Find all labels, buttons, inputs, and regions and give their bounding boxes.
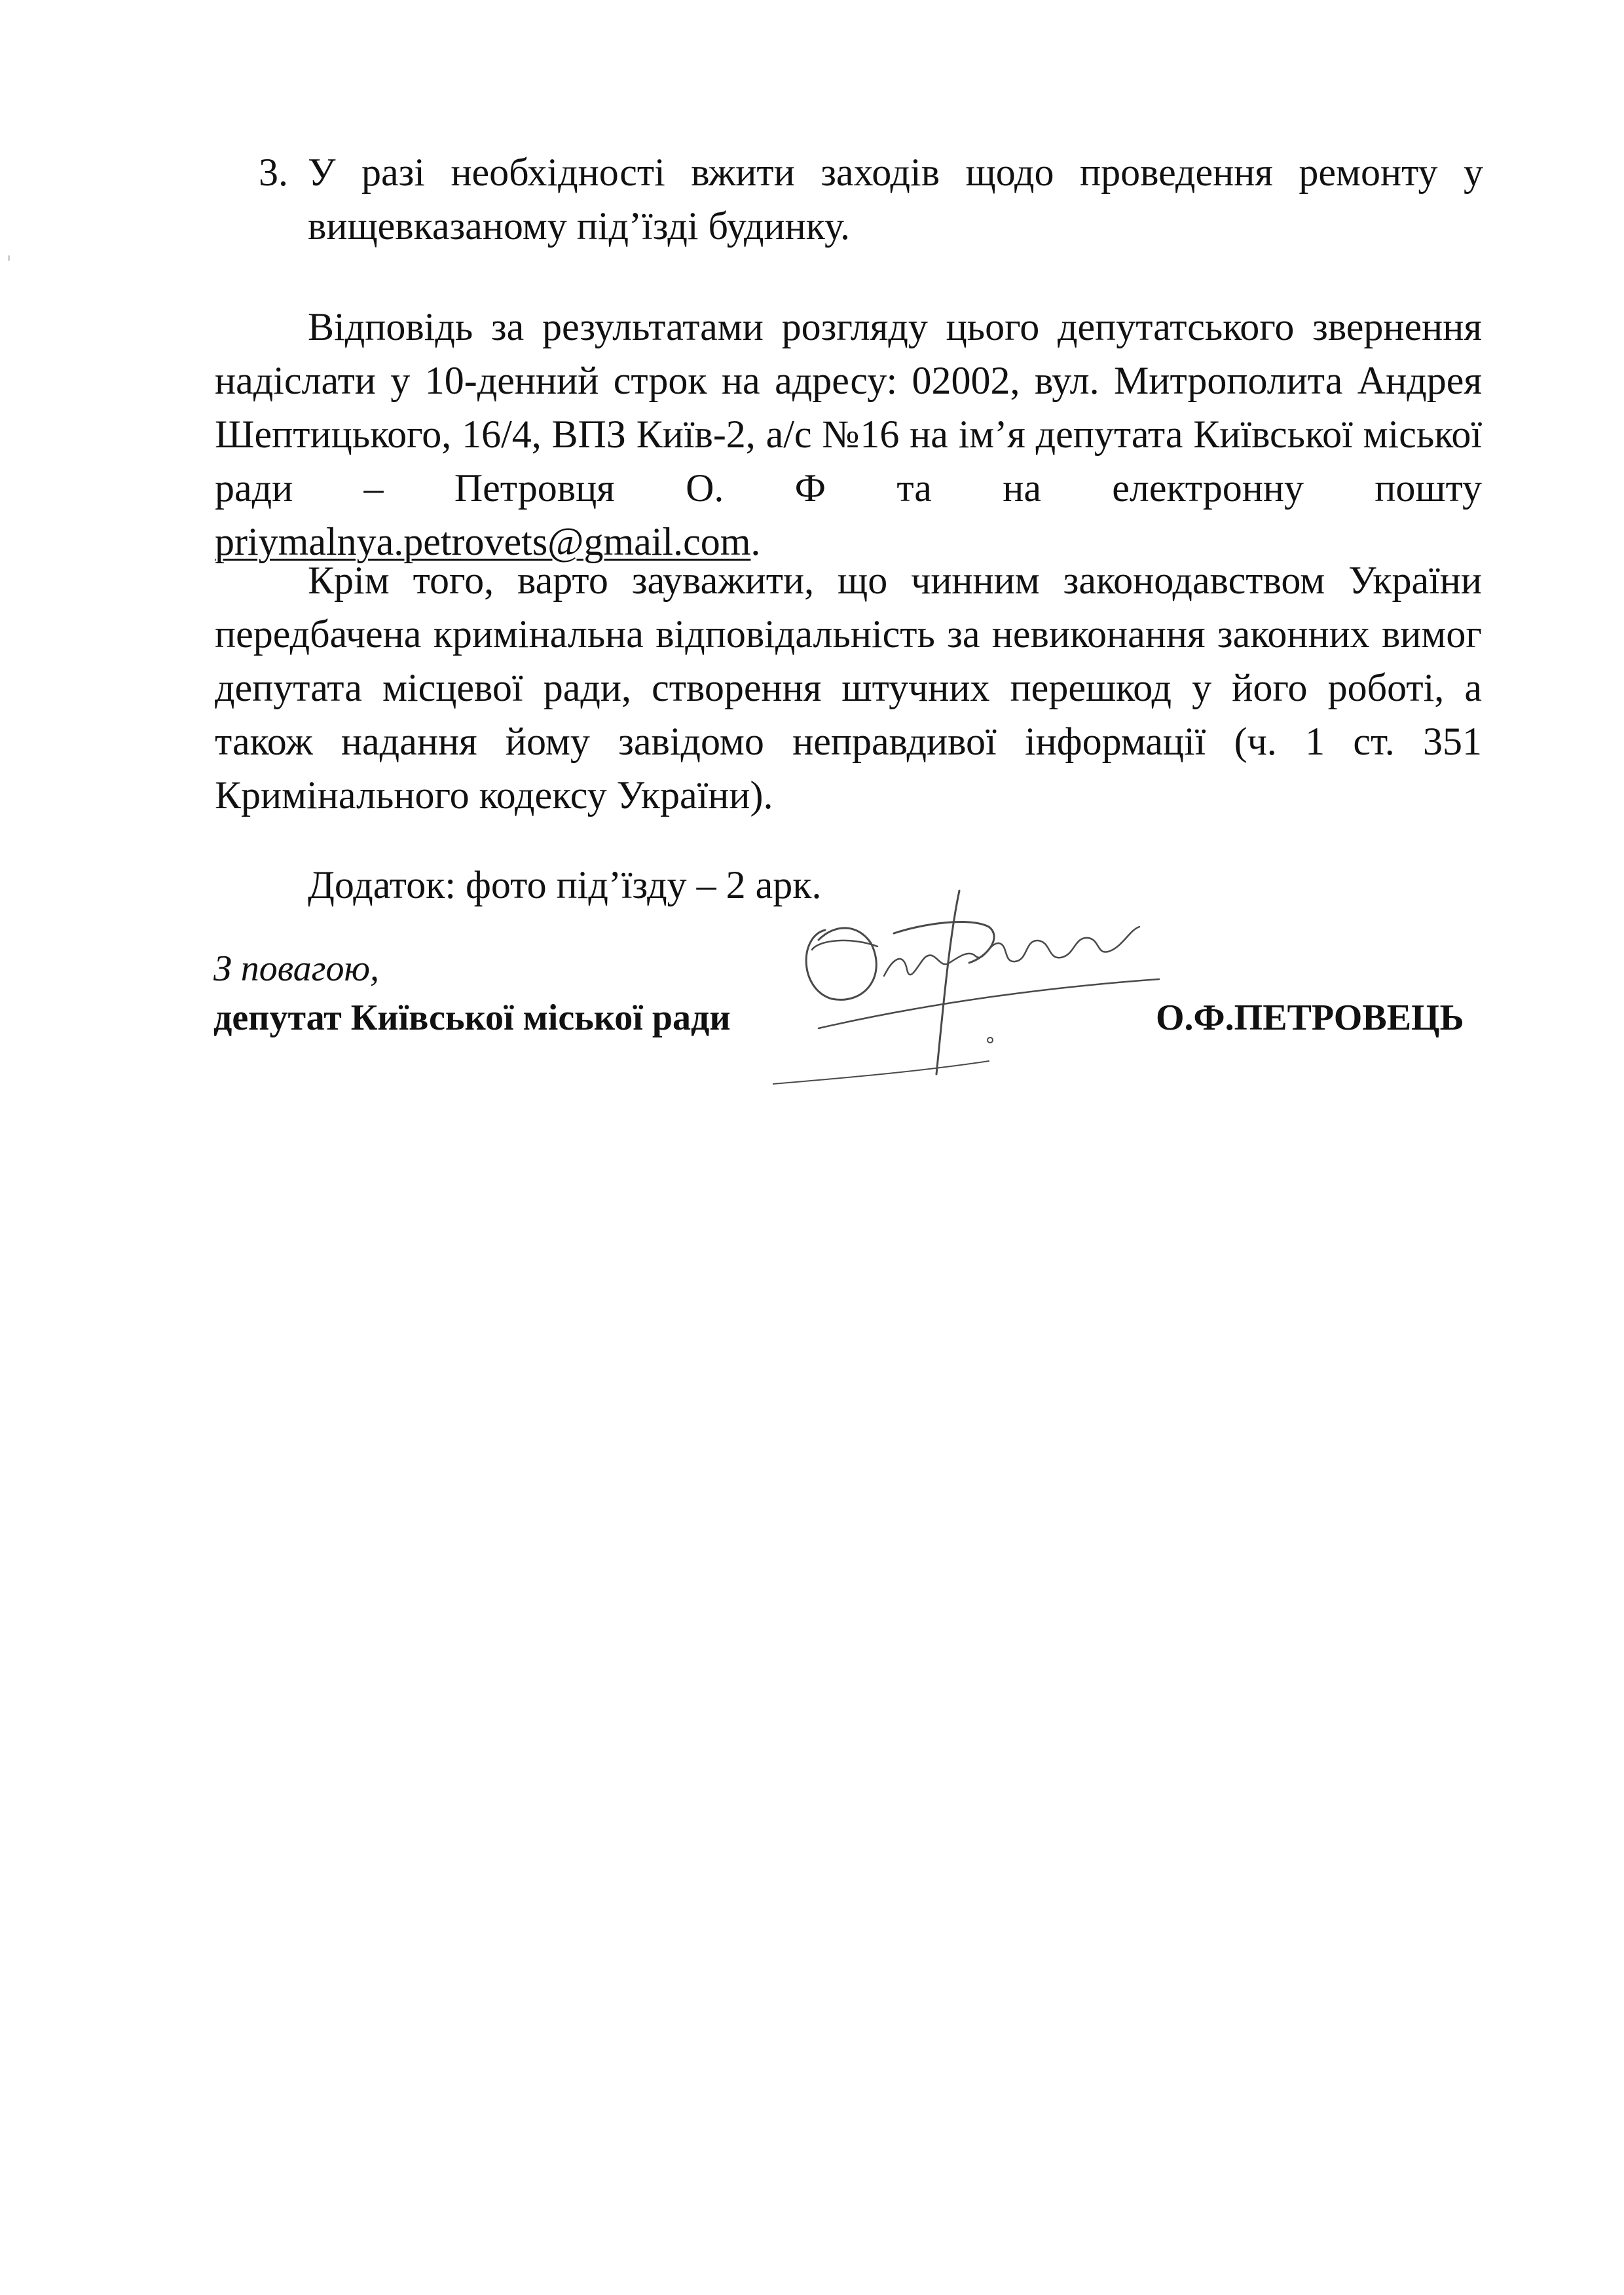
response-line-3: Шептицького, 16/4, ВПЗ Київ-2, а/с №16 на ім’я депутата Київської міської <box>215 413 1482 456</box>
signer-name: О.Ф.ПЕТРОВЕЦЬ <box>1156 998 1464 1038</box>
response-line-2: надіслати у 10-денний строк на адресу: 02002, вул. Митрополита Андрея <box>215 359 1482 402</box>
list-item-text: У разі необхідності вжити заходів щодо проведення ремонту у вищевказаному під’їзді будинку. <box>308 151 1483 248</box>
email-tail: . <box>750 520 761 563</box>
closing-regards: З повагою, <box>213 948 379 989</box>
email-link[interactable]: priymalnya.petrovets@gmail.com <box>215 520 751 563</box>
response-line-1: Відповідь за результатами розгляду цього депутатського звернення <box>308 305 1482 348</box>
handwritten-signature <box>773 878 1166 1094</box>
list-item-3 <box>259 145 1483 253</box>
response-line-4: ради – Петровця О. Ф та на електронну пошту <box>215 466 1482 510</box>
list-item-number: 3. <box>259 151 288 194</box>
response-paragraph <box>215 300 1482 569</box>
scan-mark <box>8 255 10 261</box>
attachment-note: Додаток: фото під’їзду – 2 арк. <box>308 863 822 906</box>
signer-position: депутат Київської міської ради <box>213 998 731 1038</box>
liability-paragraph: Крім того, варто зауважити, що чинним законодавством України передбачена кримінальна відповідальність за невиконання законних вимог депутата місцевої ради, створення штучних перешкод у його роботі, а також надання йому завідомо неправдивої інформації (ч. 1 ст. 351 Кримінального кодексу України). <box>215 559 1482 817</box>
